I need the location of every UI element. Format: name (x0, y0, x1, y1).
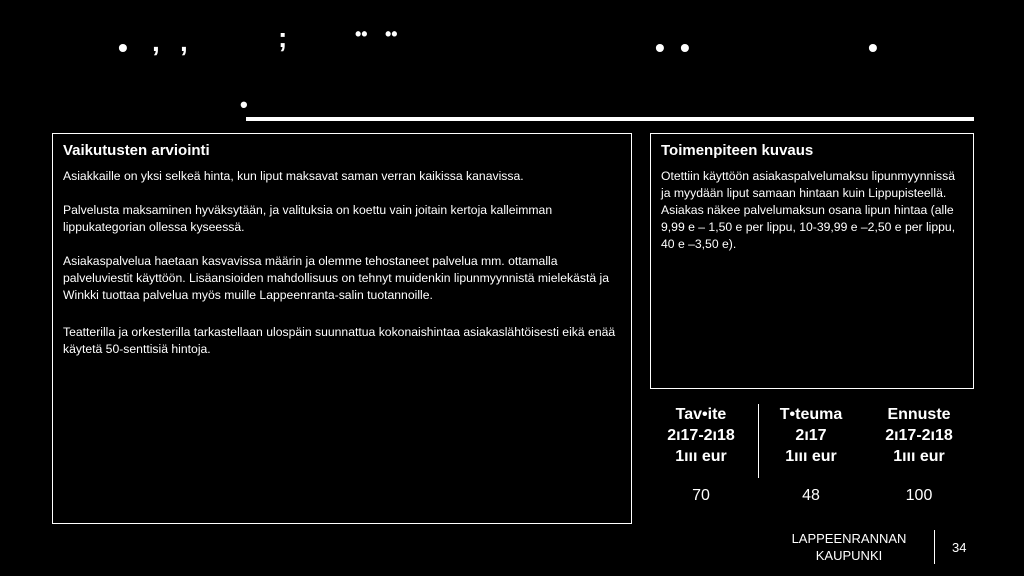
kpi-column-forecast (864, 404, 974, 505)
title-mark: • (655, 32, 665, 63)
measure-heading: Toimenpiteen kuvaus (661, 142, 814, 159)
page-number: 34 (952, 540, 967, 555)
measure-text: Otettiin käyttöön asiakaspalvelumaksu lipunmyynnissä ja myydään liput samaan hintaan kuin Lippupisteellä. Asiakas näkee palvelumaksun osana lipun hintaa (alle 9,99 e – 1,50 e per lippu, 10-39,99 e –2,50 e per lippu, 40 e –3,50 e). (661, 169, 956, 251)
title-underline (246, 117, 974, 121)
title-mark: •• (355, 24, 368, 44)
org-line: LAPPEENRANNAN (791, 531, 907, 546)
subtitle-mark: • (240, 92, 248, 117)
kpi-header: 2ı17 (795, 427, 827, 444)
kpi-value: 48 (802, 487, 820, 504)
measure-description-box (650, 133, 974, 389)
impact-paragraph: Asiakaspalvelua haetaan kasvavissa määrin ja olemme tehostaneet palvelua mm. ottamalla palveluviestit käyttöön. Lisäansioiden mahdollisuus on tehnyt muidenkin lipunmyynnistä mielekästä ja Winkki tuottaa palvelua myös muille Lappeenranta-salin tuotannoille. (63, 254, 610, 302)
kpi-table (642, 404, 982, 504)
organization-logo-text (784, 530, 914, 564)
impact-heading: Vaikutusten arviointi (63, 142, 210, 159)
title-mark: ; (278, 22, 288, 53)
kpi-value: 100 (905, 487, 933, 504)
impact-paragraph: Palvelusta maksaminen hyväksytään, ja valituksia on koettu vain joitain kertoja kalleimman lippukategorian ollessa kyseessä. (63, 203, 553, 234)
kpi-column-actual (756, 404, 866, 505)
kpi-value: 70 (692, 487, 710, 504)
kpi-header: 1ııı eur (785, 448, 837, 465)
kpi-header: Tav•ite (675, 406, 727, 423)
kpi-column-target (646, 404, 756, 505)
impact-assessment-box (52, 133, 632, 524)
slide-title (110, 20, 910, 63)
impact-paragraph: Teatterilla ja orkesterilla tarkastellaan ulospäin suunnattua kokonaishintaa asiakaslähtöisesti eikä enää käytetä 50-senttisiä hintoja. (63, 325, 616, 356)
title-mark: , (180, 26, 188, 57)
kpi-header: 2ı17-2ı18 (667, 427, 735, 444)
kpi-header: Ennuste (887, 406, 951, 423)
title-mark: , (152, 26, 160, 57)
org-line: KAUPUNKI (815, 548, 883, 563)
footer-divider (934, 530, 935, 564)
title-mark: • (118, 32, 128, 63)
kpi-header: T•teuma (779, 406, 843, 423)
title-mark: •• (385, 24, 398, 44)
kpi-header: 1ııı eur (675, 448, 727, 465)
title-mark: • (680, 32, 690, 63)
impact-paragraph: Asiakkaille on yksi selkeä hinta, kun liput maksavat saman verran kaikissa kanavissa. (63, 169, 524, 183)
title-mark: • (868, 32, 878, 63)
kpi-header: 2ı17-2ı18 (885, 427, 953, 444)
kpi-header: 1ııı eur (893, 448, 945, 465)
